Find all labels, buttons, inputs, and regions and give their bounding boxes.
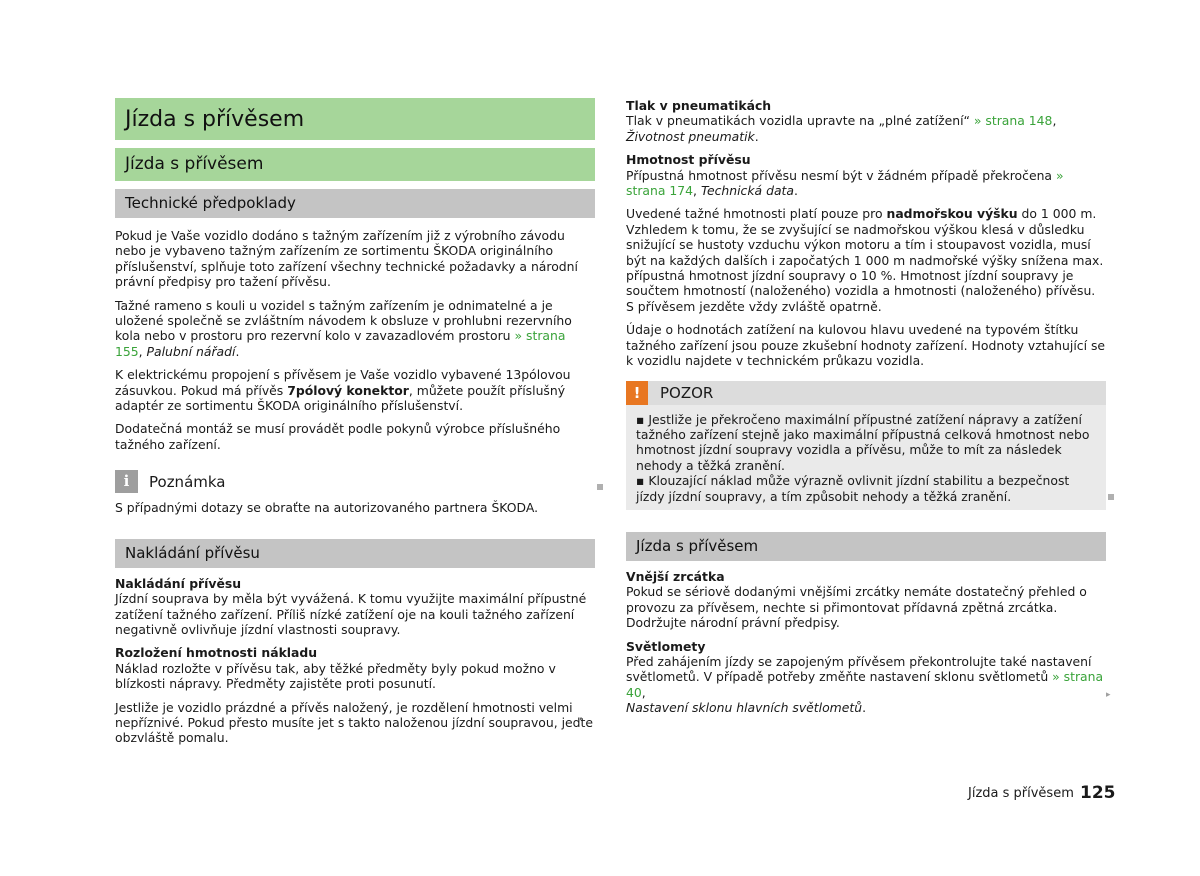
warning-box [626, 381, 1106, 510]
note-header [115, 470, 595, 493]
distribution-subheading: Rozložení hmotnosti nákladu [115, 645, 318, 661]
tech-paragraph-1: Pokud je Vaše vozidlo dodáno s tažným zařízením již z výrobního závodu nebo je vybaveno tažným zařízením ze sortimentu ŠKODA originálního příslušenství, splňuje toto zařízení všechny technické požadavky a národní právní předpisy pro tažení přívěsu. [115, 228, 578, 290]
info-icon: i [115, 470, 138, 493]
chapter-title: Jízda s přívěsem [115, 98, 595, 140]
note-title: Poznámka [149, 472, 226, 491]
mirror-subheading: Vnější zrcátka [626, 568, 725, 584]
distribution-text: Náklad rozložte v přívěsu tak, aby těžké předměty byly pokud možno v blízkosti nápravy. Předměty zajistěte proti posunutí. [115, 660, 556, 692]
mirror-text: Pokud se sériově dodanými vnějšími zrcátky nemáte dostatečný přehled o provozu za přívěsem, nechte si přimontovat přídavná zpětná zrcátka. Dodržujte národní právní předpisy. [626, 584, 1087, 631]
ball-load-text: Údaje o hodnotách zatížení na kulovou hlavu uvedené na typovém štítku tažného zařízení jsou pouze zkušební hodnoty zařízení. Hodnoty vztahující se k vozidlu najdete v technickém průkazu vozidla. [626, 322, 1106, 369]
continue-arrow-icon: ▸ [1106, 690, 1111, 700]
subsection-drive-title: Jízda s přívěsem [626, 532, 1106, 561]
lights-subheading: Světlomety [626, 638, 706, 654]
tech-paragraph-3: K elektrickému propojení s přívěsem je Vaše vozidlo vybavené 13pólovou zásuvkou. Pokud má přívěs 7pólový konektor, můžete použít příslušný adaptér ze sortimentu ŠKODA originálního příslušenství. [115, 367, 571, 414]
warning-end-square-icon [1108, 494, 1114, 500]
tyre-text: Tlak v pneumatikách vozidla upravte na „plné zatížení“ » strana 148, Životnost pneumatik. [626, 113, 1057, 144]
mass-subheading: Hmotnost přívěsu [626, 152, 751, 168]
mass-text: Přípustná hmotnost přívěsu nesmí být v žádném případě překročena » strana 174, Technická data. [626, 167, 1064, 199]
right-column [626, 98, 1106, 716]
lights-text: Před zahájením jízdy se zapojeným přívěsem překontrolujte také nastavení světlometů. V případě potřeby změňte nastavení sklonu světlometů » strana 40, Nastavení sklonu hlavních světlometů. [626, 653, 1104, 716]
subsection-load-title: Nakládání přívěsu [115, 539, 595, 568]
left-column [115, 98, 595, 746]
loading-text: Jízdní souprava by měla být vyvážená. K tomu využijte maximální přípustné zatížení tažného zařízení. Příliš nízké zatížení oje na kouli tažného zařízení negativně ovlivňuje jízdní vlastnosti soupravy. [115, 591, 587, 637]
loading-paragraph-3: Jestliže je vozidlo prázdné a přívěs naložený, je rozdělení hmotnosti velmi nepříznivé. Pokud přesto musíte jet s takto naloženou jízdní soupravou, jeďte obzvláště pomalu. [115, 699, 594, 746]
tyre-subheading: Tlak v pneumatikách [626, 98, 772, 113]
tech-paragraph-4: Dodatečná montáž se musí provádět podle pokynů výrobce příslušného tažného zařízení. [115, 421, 561, 452]
warning-header [626, 381, 1106, 405]
page-link-155[interactable]: » strana 155 [115, 328, 566, 359]
warning-item-2: ▪ Klouzající náklad může výrazně ovlivnit jízdní stabilitu a bezpečnost jízdy jízdní soupravy, a tím způsobit nehody a těžká zranění. [636, 473, 1070, 504]
altitude-text: Uvedené tažné hmotnosti platí pouze pro nadmořskou výšku do 1 000 m. Vzhledem k tomu, že se zvyšující se nadmořskou výškou klesá v důsledku snižující se hustoty vzduchu výkon motoru a tím i stoupavost vozidla, musí být na každých dalších i započatých 1 000 m nadmořské výšky snížena max. přípustná hmotnost jízdní soupravy o 10 %. Hmotnost jízdní soupravy je součtem hmotností (naloženého) vozidla a hmotnosti (naloženého) přívěsu. S přívěsem jezděte vždy zvláště opatrně. [626, 206, 1104, 314]
page-link-40[interactable]: » strana 40 [626, 669, 1104, 700]
subsection-tech-title: Technické předpoklady [115, 189, 595, 218]
footer-section-name: Jízda s přívěsem [968, 786, 1074, 801]
note-text: S případnými dotazy se obraťte na autorizovaného partnera ŠKODA. [115, 500, 539, 516]
section-end-square-icon [597, 484, 603, 490]
page-number: 125 [1080, 783, 1116, 803]
loading-subheading: Nakládání přívěsu [115, 575, 242, 591]
warning-icon: ! [626, 381, 648, 405]
tech-paragraph-2: Tažné rameno s kouli u vozidel s tažným zařízením je odnimatelné a je uložené společně se zvláštním návodem k obsluze v prohlubni rezervního kola nebo v prostoru pro rezervní kolo v zavazadlovém prostoru » strana 155, Palubní nářadí. [115, 297, 572, 359]
page-link-148[interactable]: » strana 148 [973, 113, 1053, 129]
page-link-174[interactable]: » strana 174 [626, 167, 1064, 199]
section-title: Jízda s přívěsem [115, 148, 595, 181]
warning-title: POZOR [660, 383, 714, 402]
warning-item-1: ▪ Jestliže je překročeno maximální přípustné zatížení nápravy a zatížení tažného zařízení stejně jako maximální přípustná celková hmotnost nebo hmotnost jízdní soupravy vozidla a přívěsu, může to mít za následek nehody a těžká zranění. [636, 411, 1090, 473]
